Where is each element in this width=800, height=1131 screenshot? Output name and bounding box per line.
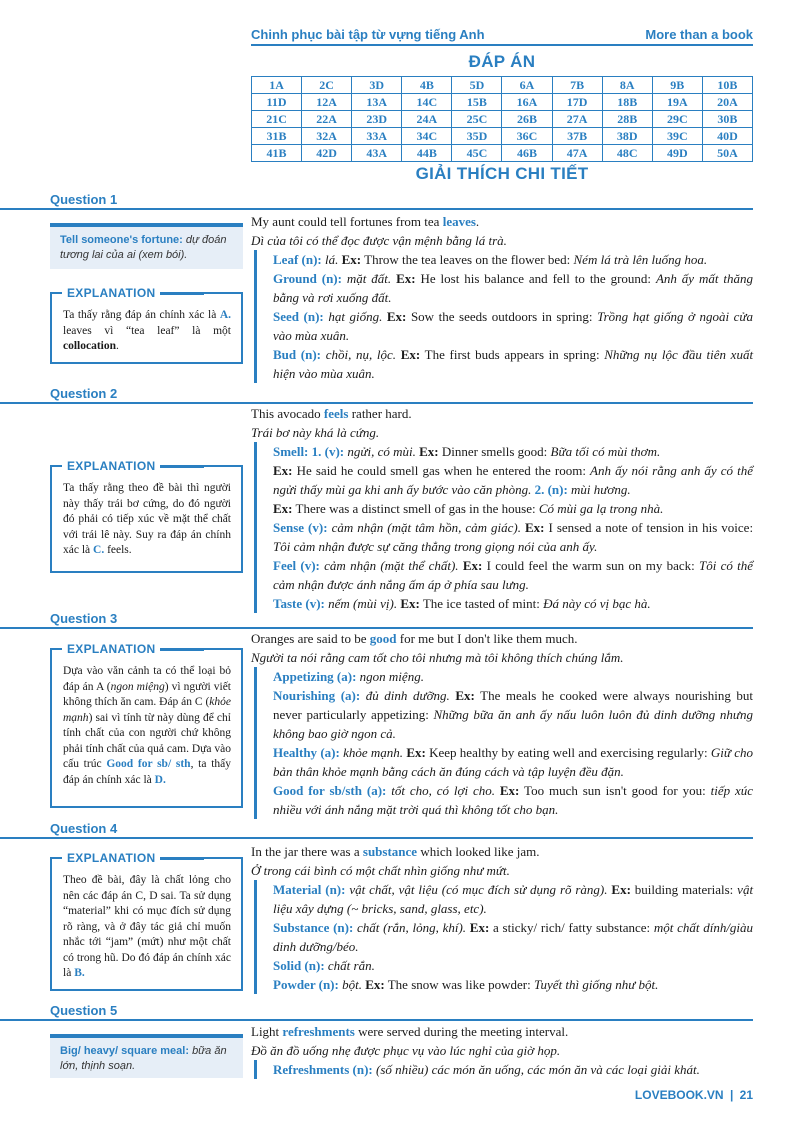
question-4-heading: Question 4 bbox=[0, 821, 753, 839]
answer-cell: 15B bbox=[452, 94, 502, 111]
explanation-label: EXPLANATION bbox=[62, 642, 160, 658]
answer-cell: 38D bbox=[602, 128, 652, 145]
q4-definitions: Material (n): vật chất, vật liệu (có mục đích sử dụng rõ ràng). Ex: building materials: vật liệu xây dựng (~ bricks, sand, glass, etc). Substance (n): chất (rắn, lỏng, khí). Ex: a sticky/ rich/ fatty substance: một chất dính/giàu dinh dưỡng/béo. Solid (n): chất rắn. Powder (n): bột. Ex: The snow was like powder: Tuyết thì giống như bột. bbox=[254, 880, 753, 994]
answer-cell: 13A bbox=[352, 94, 402, 111]
book-title: Chinh phục bài tập từ vựng tiếng Anh bbox=[251, 27, 485, 42]
answer-cell: 18B bbox=[602, 94, 652, 111]
answer-cell: 14C bbox=[402, 94, 452, 111]
answer-row bbox=[252, 94, 753, 111]
answer-cell: 10B bbox=[702, 77, 752, 94]
answer-cell: 17D bbox=[552, 94, 602, 111]
answer-cell: 21C bbox=[252, 111, 302, 128]
q1-explanation-box: EXPLANATION Ta thấy rằng đáp án chính xác là A. leaves vì “tea leaf” là một collocation. bbox=[50, 292, 243, 364]
question-5-heading: Question 5 bbox=[0, 1003, 753, 1021]
running-header bbox=[251, 26, 753, 46]
site-name: LOVEBOOK.VN bbox=[634, 1088, 724, 1102]
q3-explanation-box: EXPLANATION Dựa vào văn cảnh ta có thể loại bỏ đáp án A (ngon miệng) vì người viết không thích ăn cam. Đáp án C (khỏe mạnh) sai vì tính từ này dùng để chỉ tính chất của con người chứ không phải tính chất của quả cam. Dựa vào cấu trúc Good for sb/ sth, ta thấy đáp án chính xác là D. bbox=[50, 648, 243, 808]
answer-cell: 48C bbox=[602, 145, 652, 162]
answer-row bbox=[252, 77, 753, 94]
answer-cell: 12A bbox=[302, 94, 352, 111]
answer-cell: 6A bbox=[502, 77, 552, 94]
answer-cell: 16A bbox=[502, 94, 552, 111]
answer-cell: 36C bbox=[502, 128, 552, 145]
page-number: 21 bbox=[739, 1088, 753, 1102]
answer-key-table bbox=[251, 76, 753, 162]
q4-explanation-box: EXPLANATION Theo đề bài, đây là chất lỏng cho nên các đáp án C, D sai. Ta sử dụng “material” khi có mục đích sử dụng rõ ràng, và ở đây tác giả chỉ muốn nhắc tới “jam” (mứt) như một chất có trong hũ. Do đó đáp án chính xác là B. bbox=[50, 857, 243, 991]
answer-cell: 8A bbox=[602, 77, 652, 94]
q1-vocab-note: Tell someone's fortune: dự đoán tương lai của ai (xem bói). bbox=[50, 223, 243, 269]
q3-content: Oranges are said to be good for me but I don't like them much. Người ta nói rằng cam tốt cho tôi nhưng mà tôi không thích chúng lắm. Appetizing (a): ngon miệng. Nourishing (a): đủ dinh dưỡng. Ex: The meals he cooked were always nourishing but never particularly appetizing: Những bữa ăn anh ấy nấu luôn luôn đủ dinh dưỡng nhưng không bao giờ ngon cả. Healthy (a): khỏe mạnh. Ex: Keep healthy by eating well and exercising regularly: Giữ cho bản thân khỏe mạnh bằng cách ăn đúng cách và tập luyện đều đặn. Good for sb/sth (a): tốt cho, có lợi cho. Ex: Too much sun isn't good for you: tiếp xúc nhiều với ánh nắng mặt trời quá thì không tốt cho bạn. bbox=[251, 631, 754, 817]
answer-cell: 28B bbox=[602, 111, 652, 128]
answer-cell: 3D bbox=[352, 77, 402, 94]
q1-content: My aunt could tell fortunes from tea leaves. Dì của tôi có thể đọc được vận mệnh bằng lá trà. Leaf (n): lá. Ex: Throw the tea leaves on the flower bed: Ném lá trà lên luống hoa. Ground (n): mặt đất. Ex: He lost his balance and fell to the ground: Anh ấy mất thăng bằng và rơi xuống đất. Seed (n): hạt giống. Ex: Sow the seeds outdoors in spring: Trồng hạt giống ở ngoài cửa vào mùa xuân. Bud (n): chồi, nụ, lộc. Ex: The first buds appears in spring: Những nụ lộc đầu tiên xuất hiện vào mùa xuân. bbox=[251, 214, 754, 381]
answer-cell: 29C bbox=[652, 111, 702, 128]
answer-cell: 46B bbox=[502, 145, 552, 162]
answer-cell: 20A bbox=[702, 94, 752, 111]
book-tagline: More than a book bbox=[645, 27, 753, 42]
answer-cell: 37B bbox=[552, 128, 602, 145]
answer-cell: 31B bbox=[252, 128, 302, 145]
answer-key-title: ĐÁP ÁN bbox=[468, 52, 536, 71]
answer-cell: 22A bbox=[302, 111, 352, 128]
q5-definitions: Refreshments (n): (số nhiều) các món ăn uống, các món ăn và các loại giải khát. bbox=[254, 1060, 753, 1079]
explanation-label: EXPLANATION bbox=[62, 459, 160, 475]
explanation-label: EXPLANATION bbox=[62, 851, 160, 867]
answer-cell: 19A bbox=[652, 94, 702, 111]
answer-cell: 23D bbox=[352, 111, 402, 128]
q2-explanation-box: EXPLANATION Ta thấy rằng theo đề bài thì người này thấy trái bơ cứng, do đó người đó phải có tiếp xúc về mặt thể chất với trái lê này. Suy ra đáp án chính xác là C. feels. bbox=[50, 465, 243, 573]
answer-cell: 35D bbox=[452, 128, 502, 145]
answer-cell: 7B bbox=[552, 77, 602, 94]
answer-cell: 50A bbox=[702, 145, 752, 162]
answer-cell: 24A bbox=[402, 111, 452, 128]
q3-definitions: Appetizing (a): ngon miệng. Nourishing (a): đủ dinh dưỡng. Ex: The meals he cooked were always nourishing but never particularly appetizing: Những bữa ăn anh ấy nấu luôn luôn đủ dinh dưỡng nhưng không bao giờ ngon cả. Healthy (a): khỏe mạnh. Ex: Keep healthy by eating well and exercising regularly: Giữ cho bản thân khỏe mạnh bằng cách ăn đúng cách và tập luyện đều đặn. Good for sb/sth (a): tốt cho, có lợi cho. Ex: Too much sun isn't good for you: tiếp xúc nhiều với ánh nắng mặt trời quá thì không tốt cho bạn. bbox=[254, 667, 753, 819]
answer-cell: 43A bbox=[352, 145, 402, 162]
answer-cell: 34C bbox=[402, 128, 452, 145]
answer-cell: 45C bbox=[452, 145, 502, 162]
explanation-label: EXPLANATION bbox=[62, 286, 160, 302]
question-1-heading: Question 1 bbox=[0, 192, 753, 210]
q5-vocab-note: Big/ heavy/ square meal: bữa ăn lớn, thịnh soạn. bbox=[50, 1034, 243, 1078]
answer-row bbox=[252, 145, 753, 162]
answer-cell: 41B bbox=[252, 145, 302, 162]
answer-cell: 2C bbox=[302, 77, 352, 94]
q5-content: Light refreshments were served during the meeting interval. Đồ ăn đồ uống nhẹ được phục vụ vào lúc nghỉ của giờ họp. Refreshments (n): (số nhiều) các món ăn uống, các món ăn và các loại giải khát. bbox=[251, 1022, 753, 1079]
answer-cell: 4B bbox=[402, 77, 452, 94]
answer-cell: 44B bbox=[402, 145, 452, 162]
answer-cell: 1A bbox=[252, 77, 302, 94]
answer-row bbox=[252, 128, 753, 145]
answer-cell: 47A bbox=[552, 145, 602, 162]
answer-cell: 30B bbox=[702, 111, 752, 128]
footer-separator: | bbox=[729, 1088, 734, 1102]
q2-definitions: Smell: 1. (v): ngửi, có mùi. Ex: Dinner smells good: Bữa tối có mùi thơm. Ex: He said he could smell gas when he entered the room: Anh ấy nói rằng anh ấy có thể ngửi thấy mùi ga khi anh ấy bước vào căn phòng. 2. (n): mùi hương. Ex: There was a distinct smell of gas in the house: Có mùi ga lạ trong nhà. Sense (v): cảm nhận (mặt tâm hồn, cảm giác). Ex: I sensed a note of tension in his voice: Tôi cảm nhận được sự căng thẳng trong giọng nói của anh ấy. Feel (v): cảm nhận (mặt thể chất). Ex: I could feel the warm sun on my back: Tôi có thể cảm nhận được ánh nắng ấm áp ở phía sau lưng. Taste (v): nếm (mùi vị). Ex: The ice tasted of mint: Đá này có vị bạc hà. bbox=[254, 442, 753, 613]
answer-cell: 27A bbox=[552, 111, 602, 128]
answer-cell: 39C bbox=[652, 128, 702, 145]
answer-cell: 33A bbox=[352, 128, 402, 145]
answer-cell: 49D bbox=[652, 145, 702, 162]
answer-cell: 9B bbox=[652, 77, 702, 94]
answer-cell: 32A bbox=[302, 128, 352, 145]
answer-cell: 26B bbox=[502, 111, 552, 128]
q1-definitions: Leaf (n): lá. Ex: Throw the tea leaves on the flower bed: Ném lá trà lên luống hoa. Ground (n): mặt đất. Ex: He lost his balance and fell to the ground: Anh ấy mất thăng bằng và rơi xuống đất. Seed (n): hạt giống. Ex: Sow the seeds outdoors in spring: Trồng hạt giống ở ngoài cửa vào mùa xuân. Bud (n): chồi, nụ, lộc. Ex: The first buds appears in spring: Những nụ lộc đầu tiên xuất hiện vào mùa xuân. bbox=[254, 250, 753, 383]
answer-cell: 40D bbox=[702, 128, 752, 145]
answer-cell: 42D bbox=[302, 145, 352, 162]
q4-content: In the jar there was a substance which looked like jam. Ở trong cái bình có một chất nhìn giống như mứt. Material (n): vật chất, vật liệu (có mục đích sử dụng rõ ràng). Ex: building materials: vật liệu xây dựng (~ bricks, sand, glass, etc). Substance (n): chất (rắn, lỏng, khí). Ex: a sticky/ rich/ fatty substance: một chất dính/giàu dinh dưỡng/béo. Solid (n): chất rắn. Powder (n): bột. Ex: The snow was like powder: Tuyết thì giống như bột. bbox=[251, 844, 754, 992]
question-2-heading: Question 2 bbox=[0, 386, 753, 404]
q2-content: This avocado feels rather hard. Trái bơ này khá là cứng. Smell: 1. (v): ngửi, có mùi. Ex: Dinner smells good: Bữa tối có mùi thơm. Ex: He said he could smell gas when he entered the room: Anh ấy nói rằng anh ấy có thể ngửi thấy mùi ga khi anh ấy bước vào căn phòng. 2. (n): mùi hương. Ex: There was a distinct smell of gas in the house: Có mùi ga lạ trong nhà. Sense (v): cảm nhận (mặt tâm hồn, cảm giác). Ex: I sensed a note of tension in his voice: Tôi cảm nhận được sự căng thẳng trong giọng nói của anh ấy. Feel (v): cảm nhận (mặt thể chất). Ex: I could feel the warm sun on my back: Tôi có thể cảm nhận được ánh nắng ấm áp ở phía sau lưng. Taste (v): nếm (mùi vị). Ex: The ice tasted of mint: Đá này có vị bạc hà. bbox=[251, 406, 754, 611]
detail-title: GIẢI THÍCH CHI TIẾT bbox=[415, 164, 589, 183]
answer-cell: 5D bbox=[452, 77, 502, 94]
question-3-heading: Question 3 bbox=[0, 611, 753, 629]
page-footer bbox=[635, 1088, 753, 1102]
answer-cell: 11D bbox=[252, 94, 302, 111]
answer-cell: 25C bbox=[452, 111, 502, 128]
answer-row bbox=[252, 111, 753, 128]
